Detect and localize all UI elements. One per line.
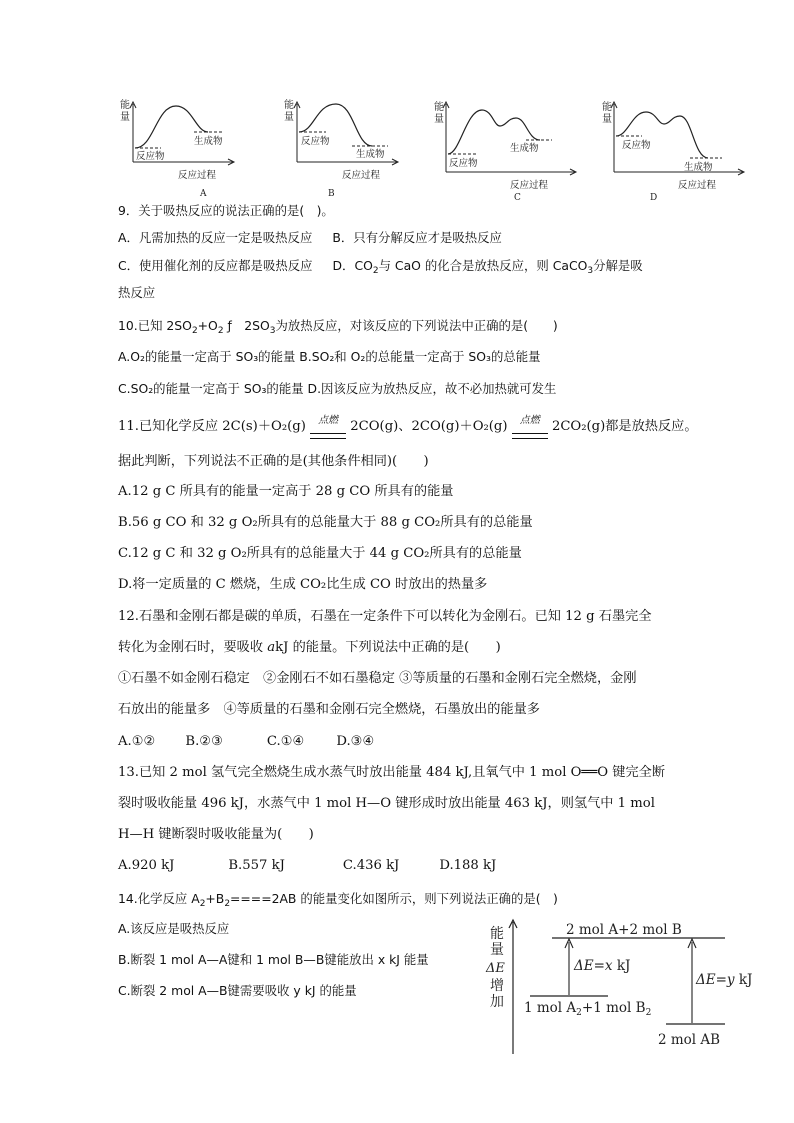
figure-d-xlabel: 反应过程 <box>678 180 717 191</box>
q13-option-a[interactable]: A.920 kJ <box>118 858 175 873</box>
q13-option-c[interactable]: C.436 kJ <box>342 858 400 873</box>
q13-stem-line1: 13.已知 2 mol 氢气完全燃烧生成水蒸气时放出能量 484 kJ,且氧气中 1 mol O══O 键完全断 <box>118 765 666 780</box>
figure-d-lower-label: 生成物 <box>684 162 713 173</box>
q9-option-c[interactable]: C．使用催化剂的反应都是吸热反应 <box>118 258 313 273</box>
q11-stem: 11.已知化学反应 2C(s)＋O₂(g) 点燃 2CO(g)、2CO(g)＋O₂(g) 点燃 2CO₂(g)都是放热反应。 <box>118 418 698 436</box>
q9-options-ab <box>118 229 502 247</box>
diagram-yaxis-5: 加 <box>490 994 504 1010</box>
figure-c-caption: C <box>514 193 521 202</box>
energy-figure-B <box>280 98 410 200</box>
energy-level-diagram <box>480 918 760 1058</box>
q11-option-c[interactable]: C.12 g C 和 32 g O₂所具有的总能量大于 44 g CO₂所具有的总能量 <box>118 546 522 561</box>
q11-option-d[interactable]: D.将一定质量的 C 燃烧，生成 CO₂比生成 CO 时放出的热量多 <box>118 577 488 592</box>
figure-d-upper-label: 反应物 <box>622 140 651 151</box>
q9-option-a[interactable]: A．凡需加热的反应一定是吸热反应 <box>118 230 313 245</box>
energy-figure-A <box>116 98 246 200</box>
diagram-delta-x-label: ΔE=x kJ <box>574 958 631 974</box>
q11-option-a[interactable]: A.12 g C 所具有的能量一定高于 28 g CO 所具有的能量 <box>118 484 454 499</box>
q11-stem-cont: 据此判断，下列说法不正确的是(其他条件相同)( ) <box>118 454 429 469</box>
ignite-condition-1: 点燃 <box>310 423 346 433</box>
figure-b-ylabel-2: 量 <box>284 112 294 123</box>
diagram-yaxis-1: 能 <box>490 926 504 942</box>
figure-b-lower-label: 生成物 <box>356 149 385 160</box>
figure-d-caption: D <box>650 193 658 202</box>
q12-options <box>118 733 374 751</box>
q12-statements-line2: 石放出的能量多 ④等质量的石墨和金刚石完全燃烧，石墨放出的能量多 <box>118 702 540 717</box>
q9-option-d-cont: 热反应 <box>118 285 156 300</box>
q13-option-b[interactable]: B.557 kJ <box>228 858 285 873</box>
energy-figure-D <box>598 98 753 202</box>
figure-a-xlabel: 反应过程 <box>178 170 217 181</box>
figure-b-xlabel: 反应过程 <box>342 170 381 181</box>
diagram-yaxis-2: 量 <box>490 942 504 958</box>
q14-stem: 14.化学反应 $A_2+B_2====2AB$ 的能量变化如图所示，则下列说法正确的是( ) <box>118 891 558 909</box>
figure-c-ylabel-2: 量 <box>434 114 444 125</box>
q11-option-b[interactable]: B.56 g CO 和 32 g O₂所具有的总能量大于 88 g CO₂所具有的总能量 <box>118 515 533 530</box>
q9-stem: 9．关于吸热反应的说法正确的是( )。 <box>118 203 334 218</box>
q12-option-c[interactable]: C.①④ <box>266 734 305 749</box>
figure-c-lower-label: 反应物 <box>449 158 478 169</box>
q14-option-b[interactable]: B.断裂 1 mol A—A键和 1 mol B—B键能放出 x kJ 能量 <box>118 952 429 967</box>
q10-options-cd[interactable]: C.SO₂的能量一定高于 SO₃的能量 D.因该反应为放热反应，故不必加热就可发生 <box>118 381 557 396</box>
figure-c-xlabel: 反应过程 <box>510 180 549 191</box>
figure-c-ylabel-1: 能 <box>434 102 444 113</box>
diagram-top-level-label: 2 mol A+2 mol B <box>566 922 682 938</box>
q13-stem-line2: 裂时吸收能量 496 kJ，水蒸气中 1 mol H—O 键形成时放出能量 463 kJ，则氢气中 1 mol <box>118 796 655 811</box>
figure-b-upper-label: 反应物 <box>301 136 330 147</box>
q12-stem-line2: 转化为金刚石时，要吸收 akJ 的能量。下列说法中正确的是( ) <box>118 640 501 655</box>
q13-stem-line3: H—H 键断裂时吸收能量为( ) <box>118 827 314 842</box>
figure-a-ylabel-2: 量 <box>120 112 130 123</box>
figure-b-ylabel-1: 能 <box>284 100 294 111</box>
ignite-condition-2: 点燃 <box>512 423 548 433</box>
figure-d-ylabel-2: 量 <box>602 114 612 125</box>
q12-option-d[interactable]: D.③④ <box>336 734 375 749</box>
q14-option-a[interactable]: A.该反应是吸热反应 <box>118 921 230 936</box>
figure-c-upper-label: 生成物 <box>510 143 539 154</box>
figure-a-caption: A <box>200 189 207 199</box>
q12-stem-line1: 12.石墨和金刚石都是碳的单质，石墨在一定条件下可以转化为金刚石。已知 12 g 石墨完全 <box>118 609 652 624</box>
q9-option-d[interactable]: D．$CO_2$与 CaO 的化合是放热反应，则 CaCO$_3$分解是吸 <box>332 258 643 276</box>
figure-d-ylabel-1: 能 <box>602 102 612 113</box>
figure-a-upper-label: 生成物 <box>194 136 223 147</box>
diagram-bottom-level-label: 2 mol AB <box>658 1032 721 1048</box>
diagram-mid-level-label: 1 mol $A_2+1$ mol $B_2$ <box>524 1000 652 1018</box>
q12-option-b[interactable]: B.②③ <box>185 734 223 749</box>
q9-option-b[interactable]: B．只有分解反应才是吸热反应 <box>332 230 502 245</box>
diagram-yaxis-3: ΔE <box>486 961 505 976</box>
q13-option-d[interactable]: D.188 kJ <box>439 858 497 873</box>
energy-figure-C <box>430 98 585 202</box>
q12-statements-line1: ①石墨不如金刚石稳定 ②金刚石不如石墨稳定 ③等质量的石墨和金刚石完全燃烧，金刚 <box>118 671 637 686</box>
diagram-delta-y-label: ΔE=y kJ <box>696 972 753 988</box>
q14-option-c[interactable]: C.断裂 2 mol A—B键需要吸收 y kJ 的能量 <box>118 983 357 998</box>
q10-options-ab[interactable]: A.O₂的能量一定高于 SO₃的能量 B.SO₂和 O₂的总能量一定高于 SO₃的总能量 <box>118 349 541 364</box>
q13-options <box>118 857 496 875</box>
figure-b-caption: B <box>328 189 335 199</box>
q10-stem: 10.已知 $2SO_2+O_2$ ƒ $2SO_3$为放热反应，对该反应的下列说法中正确的是( ) <box>118 318 558 336</box>
q12-option-a[interactable]: A.①② <box>118 734 156 749</box>
figure-a-ylabel-1: 能 <box>120 100 130 111</box>
figure-a-lower-label: 反应物 <box>136 151 165 162</box>
diagram-yaxis-4: 增 <box>490 978 504 994</box>
q9-options-cd <box>118 257 643 280</box>
